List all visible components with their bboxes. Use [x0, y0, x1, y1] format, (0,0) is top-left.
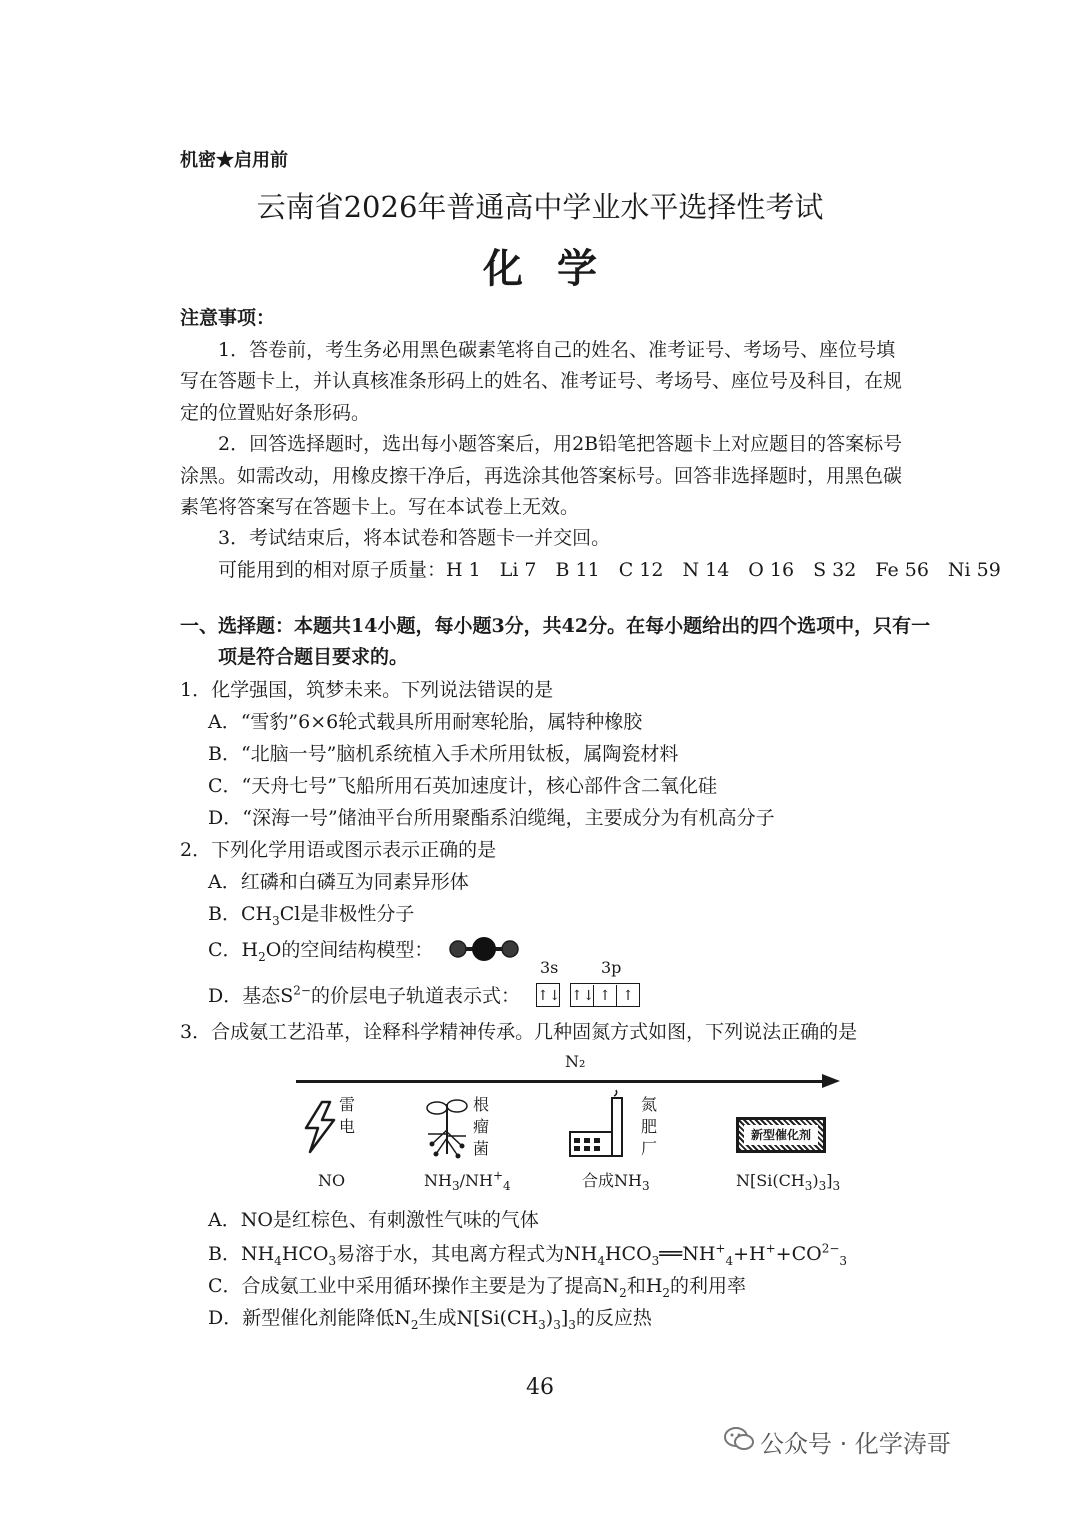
- orbital-box-3p: ↑↓ ↑ ↑: [570, 983, 640, 1007]
- water-molecule-model-icon: [446, 936, 522, 962]
- q2-option-d: D．基态$S^{2-}$的价层电子轨道表示式：: [208, 983, 520, 1007]
- label-root-nodule: 根 瘤 菌: [472, 1095, 489, 1158]
- arrow-head-icon: [822, 1074, 840, 1088]
- section-1-line-1: 一、选择题：本题共14小题，每小题3分，共42分。在每小题给出的四个选项中，只有一: [180, 615, 931, 637]
- note-2-line-2: 涂黑。如需改动，用橡皮擦干净后，再选涂其他答案标号。回答非选择题时，用黑色碳: [180, 465, 903, 487]
- product-synthetic-nh3: 合成$NH_3$: [582, 1171, 650, 1194]
- q1-stem: 1．化学强国，筑梦未来。下列说法错误的是: [180, 679, 554, 701]
- q3-stem: 3．合成氨工艺沿革，诠释科学精神传承。几种固氮方式如图，下列说法正确的是: [180, 1021, 858, 1043]
- product-n-si-ch3: $N[Si(CH_3)_3]_3$: [736, 1171, 841, 1194]
- product-no: NO: [318, 1171, 346, 1190]
- confidential-mark: 机密★启用前: [180, 150, 288, 171]
- new-catalyst-label: 新型催化剂: [744, 1125, 818, 1145]
- section-1-line-2: 项是符合题目要求的。: [218, 646, 409, 668]
- product-nh3-nh4: $NH_3/NH^+_4$: [424, 1168, 511, 1194]
- orbital-label-3s: 3s: [540, 958, 559, 977]
- arrow-label-n2: N₂: [565, 1052, 586, 1071]
- q3-option-c: C．合成氨工业中采用循环操作主要是为了提高$N_2$和$H_2$的利用率: [208, 1275, 747, 1300]
- note-1-line-3: 定的位置贴好条形码。: [180, 402, 371, 424]
- note-2-line-3: 素笔将答案写在答题卡上。写在本试卷上无效。: [180, 496, 580, 518]
- q3-option-a: A．NO是红棕色、有刺激性气味的气体: [208, 1209, 539, 1231]
- orbital-box-3s: ↑↓: [536, 983, 560, 1007]
- q1-option-c: C．“天舟七号”飞船所用石英加速度计，核心部件含二氧化硅: [208, 775, 717, 797]
- lightning-icon: [300, 1100, 340, 1154]
- legume-root-nodule-icon: [422, 1094, 472, 1160]
- q2-stem: 2．下列化学用语或图示表示正确的是: [180, 839, 497, 861]
- q3-option-b: B．$NH_4HCO_3$易溶于水，其电离方程式为$NH_4HCO_3══NH^+_4+H^++CO^{2-}_3$: [208, 1241, 848, 1268]
- fertilizer-factory-icon: [568, 1088, 632, 1160]
- q2-option-a: A．红磷和白磷互为同素异形体: [208, 871, 469, 893]
- label-lightning: 雷 电: [338, 1095, 355, 1136]
- note-1-line-1: 1．答卷前，考生务必用黑色碳素笔将自己的姓名、准考证号、考场号、座位号填: [218, 339, 896, 361]
- orbital-label-3p: 3p: [601, 958, 622, 977]
- new-catalyst-badge: [736, 1117, 826, 1153]
- label-fertilizer-factory: 氮 肥 厂: [640, 1095, 657, 1158]
- fixation-arrow: [296, 1080, 826, 1083]
- q2-option-c: C．$H_2O$的空间结构模型：: [208, 939, 434, 964]
- q1-option-a: A．“雪豹”6×6轮式载具所用耐寒轮胎，属特种橡胶: [208, 711, 643, 733]
- q1-option-d: D．“深海一号”储油平台所用聚酯系泊缆绳，主要成分为有机高分子: [208, 807, 775, 829]
- page-number: 46: [526, 1375, 554, 1400]
- q2-option-b: B．$CH_3Cl$是非极性分子: [208, 903, 415, 928]
- note-3: 3．考试结束后，将本试卷和答题卡一并交回。: [218, 527, 611, 549]
- note-1-line-2: 写在答题卡上，并认真核准条形码上的姓名、准考证号、考场号、座位号及科目，在规: [180, 370, 903, 392]
- q3-option-d: D．新型催化剂能降低$N_2$生成$N[Si(CH_3)_3]_3$的反应热: [208, 1307, 652, 1332]
- atomic-masses: 可能用到的相对原子质量：H 1 Li 7 B 11 C 12 N 14 O 16 S 32 Fe 56 Ni 59: [218, 559, 1001, 581]
- note-2-line-1: 2．回答选择题时，选出每小题答案后，用2B铅笔把答题卡上对应题目的答案标号: [218, 433, 903, 455]
- notes-heading: 注意事项：: [180, 307, 276, 329]
- q1-option-b: B．“北脑一号”脑机系统植入手术所用钛板，属陶瓷材料: [208, 743, 679, 765]
- wechat-icon: [724, 1426, 754, 1452]
- subject-title: 化学: [483, 245, 631, 292]
- exam-title: 云南省2026年普通高中学业水平选择性考试: [256, 190, 824, 224]
- footer-watermark: 公众号 · 化学涛哥: [760, 1430, 951, 1458]
